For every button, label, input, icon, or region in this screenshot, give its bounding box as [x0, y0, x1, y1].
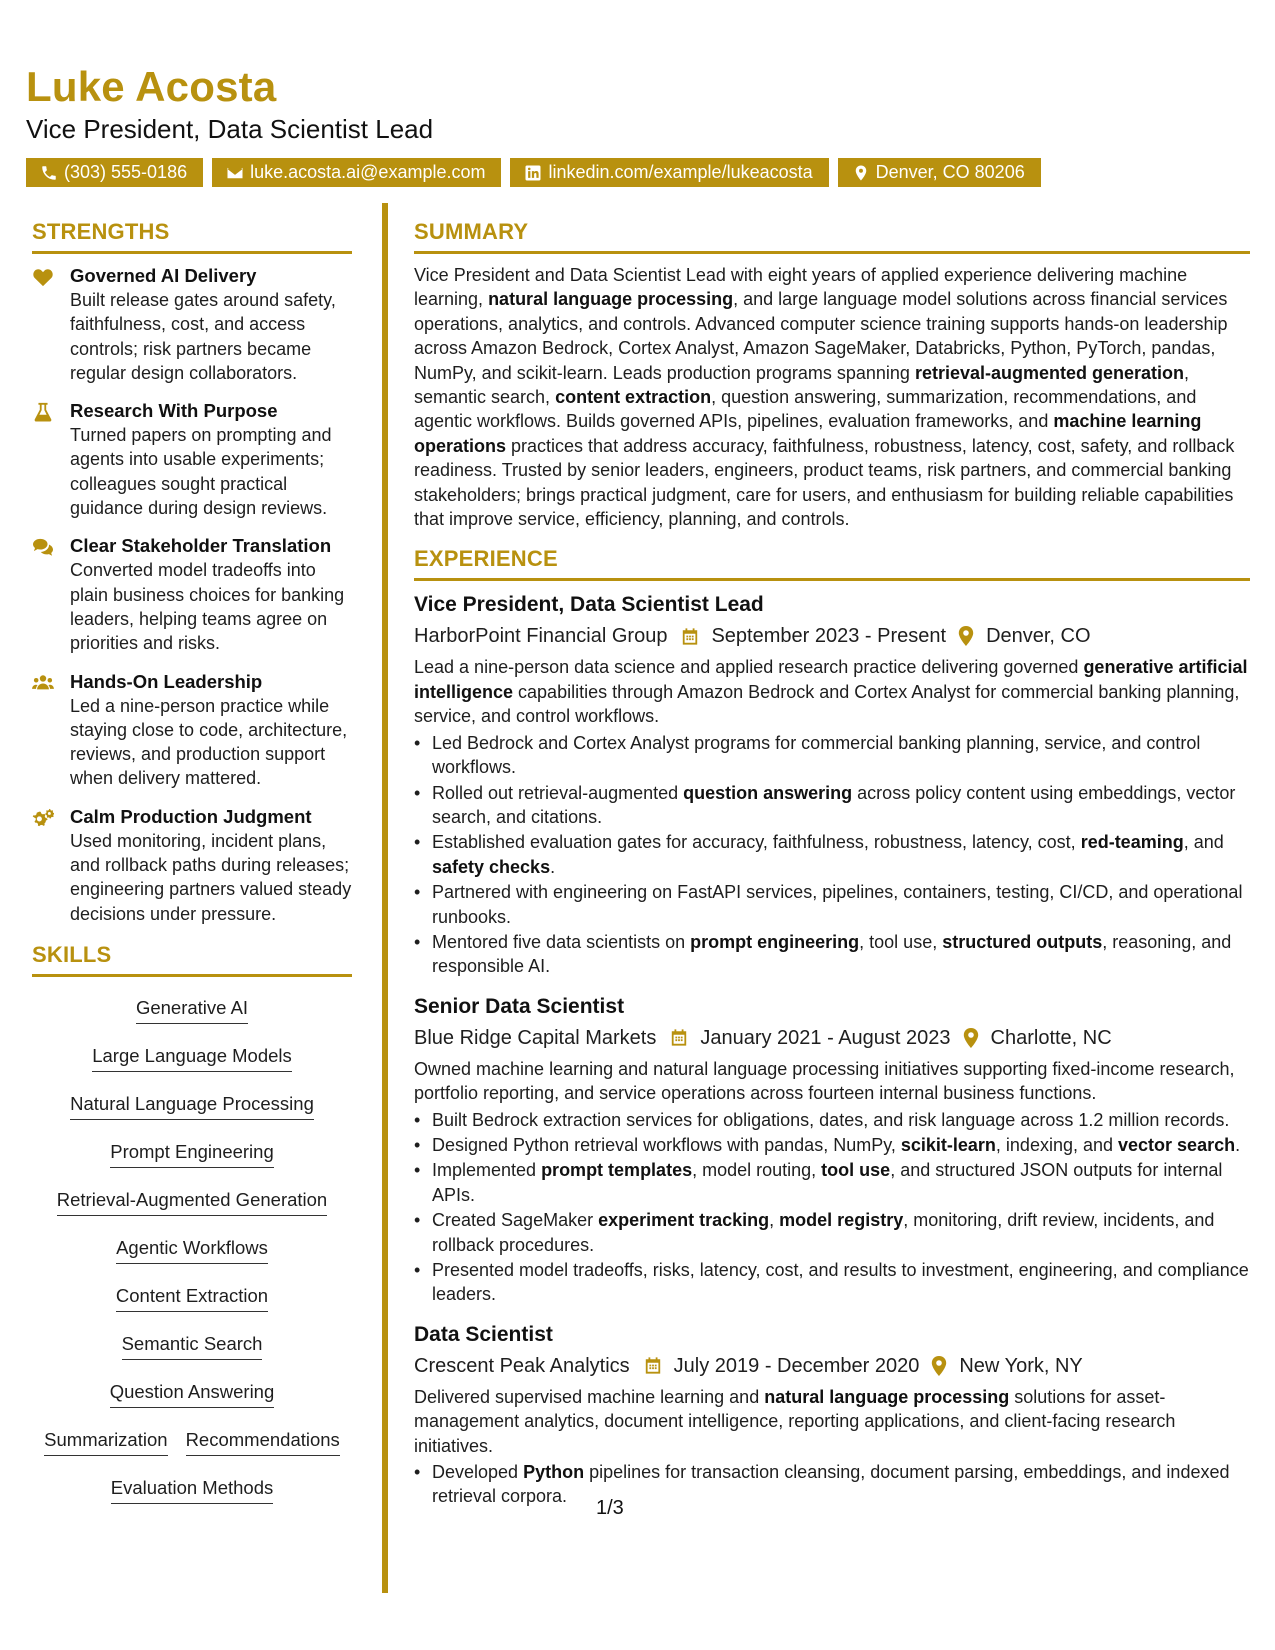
skill-tag: Agentic Workflows — [116, 1235, 268, 1264]
text-run: Delivered supervised machine learning and — [414, 1386, 765, 1407]
job-meta — [414, 621, 1250, 651]
bold-keyword: natural language processing — [764, 1386, 1010, 1407]
text-run: . — [550, 856, 556, 877]
text-run: Established evaluation gates for accuracy, faithfulness, robustness, latency, cost, — [432, 832, 1081, 853]
job-dates: January 2021 - August 2023 — [700, 1026, 951, 1049]
strength-desc: Led a nine-person practice while staying close to code, architecture, reviews, and production support when delivery mattered. — [70, 695, 348, 789]
job-dates: September 2023 - Present — [711, 625, 947, 648]
bold-keyword: prompt engineering — [690, 931, 860, 952]
calendar-icon — [644, 1356, 662, 1375]
candidate-headline: Vice President, Data Scientist Lead — [26, 114, 434, 144]
job-title: Senior Data Scientist — [414, 994, 625, 1018]
skill-tag: Natural Language Processing — [70, 1091, 314, 1120]
users-icon — [32, 673, 54, 693]
strength-title: Hands-On Leadership — [70, 670, 263, 692]
job-entry — [414, 1321, 1250, 1509]
right-column — [414, 217, 1250, 1510]
contact-phone-text: (303) 555-0186 — [64, 162, 188, 182]
bold-keyword: red-teaming — [1080, 832, 1184, 853]
skill-tag: Retrieval-Augmented Generation — [57, 1187, 327, 1216]
job-meta — [414, 1023, 1250, 1053]
list-item — [414, 880, 1250, 929]
text-run: Designed Python retrieval workflows with pandas, NumPy, — [432, 1134, 901, 1155]
bold-keyword: scikit-learn — [900, 1134, 996, 1155]
bold-keyword: structured outputs — [942, 931, 1103, 952]
job-company: HarborPoint Financial Group — [414, 625, 668, 648]
bold-keyword: safety checks — [432, 856, 551, 877]
text-run: Created SageMaker — [432, 1210, 599, 1231]
list-item — [414, 830, 1250, 879]
bold-keyword: retrieval-augmented generation — [914, 362, 1185, 383]
calendar-icon — [681, 627, 699, 646]
skills-list — [32, 989, 352, 1517]
bold-keyword: vector search — [1118, 1134, 1236, 1155]
text-run: Implemented — [432, 1160, 542, 1181]
text-run: , monitoring, drift review, incidents, and rollback procedures. — [432, 1210, 1215, 1255]
job-company: Blue Ridge Capital Markets — [414, 1026, 657, 1049]
gears-icon — [32, 808, 54, 828]
text-run: . — [1235, 1134, 1241, 1155]
text-run: Owned machine learning and natural language processing initiatives supporting fixed-income research, portfolio reporting, and service operations across fourteen internal business functions. — [414, 1058, 1235, 1104]
contact-location — [838, 158, 1041, 187]
strength-title: Calm Production Judgment — [70, 805, 312, 827]
list-item — [414, 1133, 1250, 1157]
text-run: across policy content using embeddings, vector search, and citations. — [432, 782, 1236, 827]
bold-keyword: generative artificial intelligence — [414, 657, 1248, 702]
heart-icon — [32, 267, 54, 287]
list-item — [414, 781, 1250, 830]
bold-keyword: question answering — [683, 782, 853, 803]
flask-icon — [32, 402, 54, 422]
bold-keyword: content extraction — [555, 387, 712, 408]
job-meta — [414, 1351, 1250, 1381]
bold-keyword: experiment tracking — [598, 1210, 770, 1231]
text-run: capabilities through Amazon Bedrock and Cortex Analyst for commercial banking planning, service, and control workflows. — [414, 681, 1240, 727]
strengths-heading: STRENGTHS — [32, 217, 352, 254]
job-bullets — [414, 1460, 1250, 1509]
contact-email-text: luke.acosta.ai@example.com — [250, 162, 486, 182]
list-item — [414, 1108, 1250, 1132]
strength-desc: Turned papers on prompting and agents into usable experiments; colleagues sought practical guidance during design reviews. — [70, 425, 332, 519]
skill-tag: Question Answering — [110, 1379, 275, 1408]
strength-desc: Built release gates around safety, faithfulness, cost, and access controls; risk partners became regular design collaborators. — [70, 290, 336, 383]
job-title: Data Scientist — [414, 1322, 553, 1346]
text-run: pipelines for transaction cleansing, document parsing, embeddings, and indexed retrieval corpora. — [432, 1462, 1230, 1507]
list-item — [414, 1460, 1250, 1509]
candidate-name: Luke Acosta — [26, 63, 277, 110]
skills-heading: SKILLS — [32, 940, 352, 977]
map-pin-icon — [958, 626, 974, 646]
map-pin-icon — [931, 1356, 947, 1376]
contact-phone[interactable] — [26, 158, 203, 187]
job-company: Crescent Peak Analytics — [414, 1354, 630, 1377]
contact-bar — [26, 158, 1256, 187]
skill-tag: Generative AI — [136, 995, 248, 1024]
map-pin-icon — [963, 1028, 979, 1048]
strength-item — [32, 534, 352, 655]
bold-keyword: natural language processing — [488, 289, 734, 310]
job-bullets — [414, 1108, 1250, 1307]
list-item — [414, 1208, 1250, 1257]
job-entry — [414, 993, 1250, 1307]
job-bullets — [414, 731, 1250, 979]
skill-tag: Evaluation Methods — [111, 1475, 274, 1504]
job-location: Charlotte, NC — [990, 1026, 1112, 1049]
text-run: , and — [1183, 832, 1224, 853]
strengths-list — [32, 264, 352, 926]
list-item — [414, 930, 1250, 979]
job-location: New York, NY — [959, 1354, 1083, 1377]
text-run: , question answering, summarization, recommendations, and agentic workflows. Builds governed APIs, pipelines, evaluation frameworks, and — [414, 387, 1197, 432]
strength-item — [32, 670, 352, 791]
chat-bubbles-icon — [32, 537, 54, 557]
text-run: Mentored five data scientists on — [432, 931, 691, 952]
job-location: Denver, CO — [986, 625, 1091, 648]
map-pin-icon — [852, 164, 870, 182]
job-title: Vice President, Data Scientist Lead — [414, 593, 764, 617]
text-run: Presented model tradeoffs, risks, latency, cost, and results to investment, engineering, and compliance leaders. — [432, 1260, 1249, 1305]
strength-item — [32, 264, 352, 385]
strength-title: Governed AI Delivery — [70, 265, 257, 286]
strength-desc: Converted model tradeoffs into plain business choices for banking leaders, helping teams agree on priorities and risks. — [70, 560, 345, 654]
column-divider — [382, 203, 388, 1593]
contact-linkedin-text: linkedin.com/example/lukeacosta — [548, 162, 813, 182]
experience-heading: EXPERIENCE — [414, 544, 1250, 581]
summary-text — [414, 263, 1250, 531]
text-run: , and structured JSON outputs for internal APIs. — [432, 1160, 1223, 1205]
contact-linkedin[interactable] — [510, 158, 828, 187]
text-run: , reasoning, and responsible AI. — [432, 931, 1232, 977]
text-run: Rolled out retrieval-augmented — [432, 782, 684, 803]
bold-keyword: Python — [523, 1462, 585, 1483]
calendar-icon — [670, 1028, 688, 1047]
bold-keyword: prompt templates — [541, 1160, 693, 1181]
text-run: , indexing, and — [995, 1134, 1119, 1155]
skill-tag: Recommendations — [186, 1427, 340, 1456]
skill-tag: Large Language Models — [92, 1043, 292, 1072]
phone-icon — [40, 164, 58, 182]
skill-tag: Semantic Search — [122, 1331, 263, 1360]
bold-keyword: model registry — [779, 1210, 904, 1231]
text-run: , tool use, — [859, 931, 943, 952]
linkedin-icon — [524, 164, 542, 182]
strength-title: Research With Purpose — [70, 400, 278, 422]
left-column — [32, 217, 352, 1517]
list-item — [414, 731, 1250, 780]
skill-tag: Summarization — [44, 1427, 167, 1456]
bold-keyword: tool use — [821, 1160, 891, 1181]
text-run: practices that address accuracy, faithfulness, robustness, latency, cost, safety, and rollback readiness. Trusted by senior leaders, engineers, product teams, risk partners, and commercial banking stakeholders; brings practical judgment, care for users, and enthusiasm for building reliable capabilities that improve service, efficiency, planning, and controls. — [414, 435, 1235, 530]
envelope-icon — [226, 164, 244, 182]
strength-item — [32, 399, 352, 520]
list-item — [414, 1158, 1250, 1207]
page-number: 1/3 — [596, 1497, 624, 1519]
strength-desc: Used monitoring, incident plans, and rollback paths during releases; engineering partners valued steady decisions under pressure. — [70, 830, 352, 924]
list-item — [414, 1258, 1250, 1307]
text-run: , and large language model solutions across financial services operations, analytics, and controls. Advanced computer science training supports hands-on leadership across Amazon Bedrock, Cortex Analyst, Amazon SageMaker, Databricks, Python, PyTorch, pandas, NumPy, and scikit-learn. Leads production programs spanning — [414, 289, 1228, 383]
text-run: Lead a nine-person data science and applied research practice delivering governed — [414, 657, 1084, 678]
job-description — [414, 655, 1250, 728]
skill-tag: Content Extraction — [116, 1283, 268, 1312]
skill-tag: Prompt Engineering — [110, 1139, 274, 1168]
text-run: Partnered with engineering on FastAPI services, pipelines, containers, testing, CI/CD, and operational runbooks. — [432, 882, 1243, 927]
contact-email[interactable] — [212, 158, 501, 187]
contact-location-text: Denver, CO 80206 — [875, 162, 1025, 182]
summary-heading: SUMMARY — [414, 217, 1250, 254]
job-description — [414, 1057, 1250, 1106]
job-description — [414, 1385, 1250, 1458]
text-run: , model routing, — [692, 1160, 822, 1181]
text-run: Built Bedrock extraction services for obligations, dates, and risk language across 1.2 million records. — [432, 1109, 1230, 1130]
job-dates: July 2019 - December 2020 — [673, 1354, 920, 1377]
text-run: Vice President and Data Scientist Lead with eight years of applied experience delivering machine learning, — [414, 265, 1188, 310]
job-entry — [414, 591, 1250, 978]
text-run: solutions for asset-management analytics, document intelligence, reporting applications, and client-facing research initiatives. — [414, 1386, 1176, 1456]
text-run: , — [769, 1210, 780, 1231]
text-run: , semantic search, — [414, 362, 1190, 408]
text-run: Led Bedrock and Cortex Analyst programs for commercial banking planning, service, and control workflows. — [432, 732, 1201, 778]
bold-keyword: machine learning operations — [414, 411, 1202, 456]
strength-item — [32, 805, 352, 926]
text-run: Developed — [432, 1462, 524, 1483]
strength-title: Clear Stakeholder Translation — [70, 535, 332, 557]
resume-header — [26, 62, 1256, 187]
